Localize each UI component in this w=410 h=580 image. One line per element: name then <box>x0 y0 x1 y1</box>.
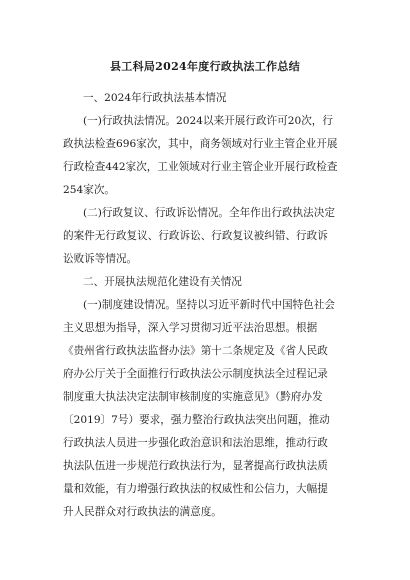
paragraph-line: 讼败诉等情况。 <box>63 253 138 265</box>
paragraph-line: 《贵州省行政执法监督办法》第十二条规定及《省人民政 <box>63 345 328 357</box>
paragraph-line: (一)行政执法情况。2024以来开展行政许可20次，行 <box>83 115 333 127</box>
paragraph-line: 〔2019〕7号）要求，强力整治行政执法突出问题，推动 <box>63 414 330 426</box>
section-heading-2: 二、开展执法规范化建设有关情况 <box>83 276 242 288</box>
paragraph-line: (二)行政复议、行政诉讼情况。全年作出行政执法决定 <box>83 207 335 219</box>
paragraph-line: 升人民群众对行政执法的满意度。 <box>63 506 222 518</box>
paragraph-line: 254家次。 <box>63 184 116 196</box>
paragraph-line: 的案件无行政复议、行政诉讼、行政复议被纠错、行政诉 <box>63 230 328 242</box>
paragraph-line: 执法队伍进一步规范行政执法行为，显著提高行政执法质 <box>63 460 328 472</box>
paragraph-line: 政执法检查696家次，其中，商务领域对行业主管企业开展 <box>63 138 338 150</box>
paragraph-line: 行政检查442家次，工业领域对行业主管企业开展行政检查 <box>63 161 338 173</box>
document-title: 县工科局2024年度行政执法工作总结 <box>109 60 300 73</box>
section-heading-1: 一、2024年行政执法基本情况 <box>83 92 227 104</box>
paragraph-line: 行政执法人员进一步强化政治意识和法治思维，推动行政 <box>63 437 328 449</box>
paragraph-line: 府办公厅关于全面推行行政执法公示制度执法全过程记录 <box>63 368 328 380</box>
paragraph-line: 量和效能，有力增强行政执法的权威性和公信力，大幅提 <box>63 483 328 495</box>
paragraph-line: (一)制度建设情况。坚持以习近平新时代中国特色社会 <box>83 299 335 311</box>
paragraph-line: 制度重大执法决定法制审核制度的实施意见》（黔府办发 <box>63 391 323 403</box>
paragraph-line: 主义思想为指导，深入学习贯彻习近平法治思想。根据 <box>63 322 318 334</box>
